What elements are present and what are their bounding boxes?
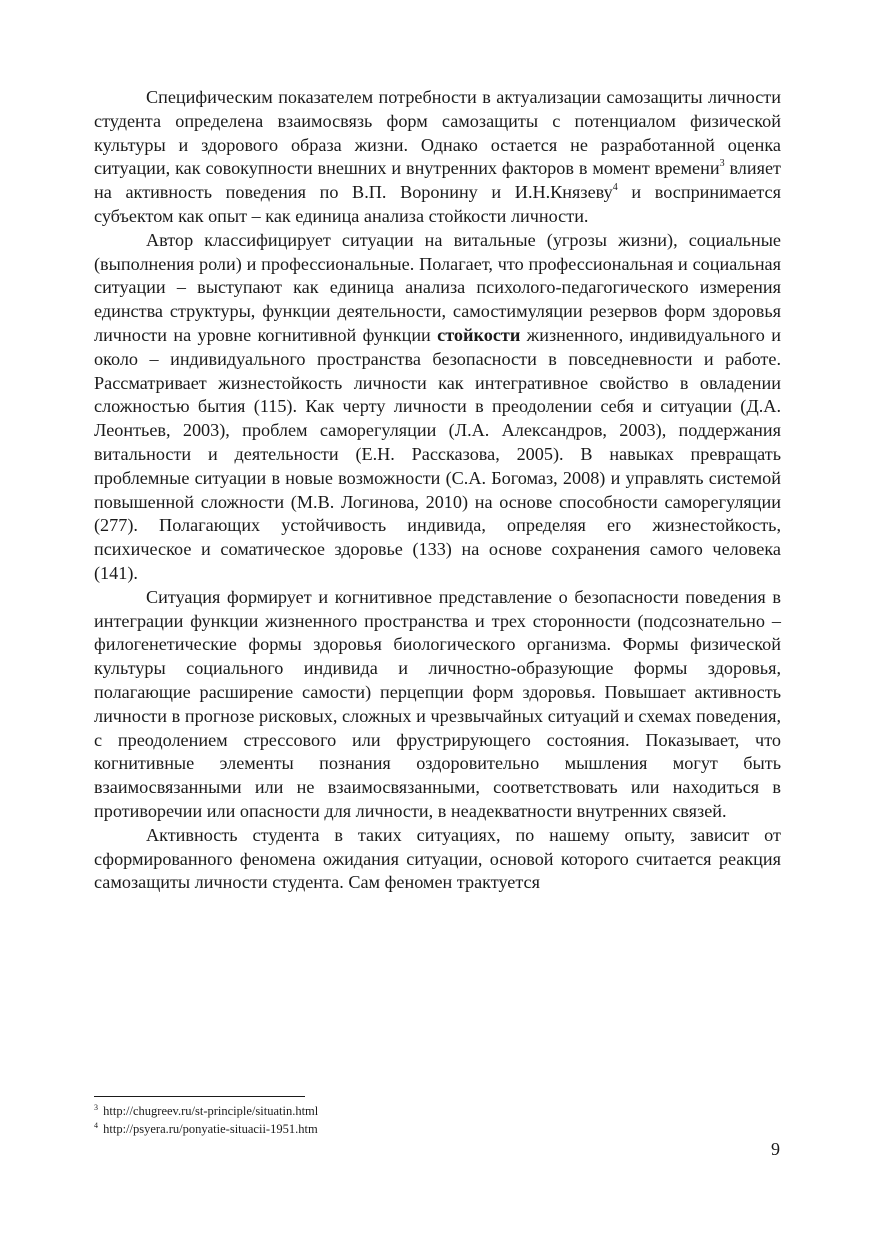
paragraph-2-text-b: жизненного, индивидуального и около – индивидуального пространства безопасности в повседневности и работе. Рассматривает жизнестойкость личности как интегративное свойство в овладении сложностью бытия (115). Как черту личности в преодолении себя и ситуации (Д.А. Леонтьев, 2003), проблем саморегуляции (Л.А. Александров, 2003), поддержания витальности и деятельности (Е.Н. Рассказова, 2005). В навыках превращать проблемные ситуации в новые возможности (С.А. Богомаз, 2008) и управлять системой повышенной сложности (М.В. Логинова, 2010) на основе способности саморегуляции (277). Полагающих устойчивость индивида, определяя его жизнестойкость, психическое и соматическое здоровье (133) на основе сохранения самого человека (141).	[94, 324, 781, 583]
footnote-3-link[interactable]: http://chugreev.ru/st-principle/situatin.html	[100, 1104, 319, 1118]
footnote-ref-3: 3	[719, 158, 725, 170]
paragraph-1-text-a: Специфическим показателем потребности в актуализации самозащиты личности студента определена взаимосвязь форм самозащиты с потенциалом физической культуры и здорового образа жизни. Однако остается не разработанной оценка ситуации, как совокупности внешних и внутренних факторов в момент времени	[94, 87, 781, 179]
body-text	[94, 86, 781, 895]
paragraph-4: Активность студента в таких ситуациях, по нашему опыту, зависит от сформированного феномена ожидания ситуации, основой которого считается реакция самозащиты личности студента. Сам феномен трактуется	[94, 824, 781, 893]
footnote-4	[94, 1120, 781, 1138]
paragraph-2	[94, 229, 781, 586]
footnote-3-number: 3	[94, 1103, 98, 1112]
page-number: 9	[771, 1139, 780, 1159]
paragraph-2-text-a: Автор классифицирует ситуации на витальные (угрозы жизни), социальные (выполнения роли) и профессиональные. Полагает, что профессиональная и социальная ситуации – выступают как единица анализа психолого-педагогического измерения единства структуры, функции деятельности, самостимуляции резервов форм здоровья личности на уровне когнитивной функции	[94, 229, 781, 345]
footnote-separator	[94, 1096, 305, 1097]
footnote-3	[94, 1102, 781, 1120]
paragraph-1-text-c: и воспринимается субъектом как опыт – как единица анализа стойкости личности.	[94, 182, 781, 226]
footnote-4-number: 4	[94, 1121, 98, 1130]
footnote-ref-4: 4	[612, 182, 618, 194]
paragraph-2-bold-term: стойкости	[437, 324, 521, 345]
paragraph-1	[94, 86, 781, 229]
paragraph-3: Ситуация формирует и когнитивное представление о безопасности поведения в интеграции функции жизненного пространства и трех сторонности (подсознательно – филогенетические формы здоровья биологического организма. Формы физической культуры социального индивида и личностно-образующие формы здоровья, полагающие расширение самости) перцепции форм здоровья. Повышает активность личности в прогнозе рисковых, сложных и чрезвычайных ситуаций и схемах поведения, с преодолением стрессового или фрустрирующего состояния. Показывает, что когнитивные элементы познания оздоровительно мышления могут быть взаимосвязанными или не взаимосвязанными, соответствовать или находиться в противоречии или опасности для личности, в неадекватности внутренних связей.	[94, 586, 781, 821]
footnote-4-link[interactable]: http://psyera.ru/ponyatie-situacii-1951.htm	[100, 1122, 318, 1136]
paragraph-1-text-b: влияет на активность поведения по В.П. Воронину и И.Н.Князеву	[94, 158, 782, 203]
footnotes	[94, 1102, 781, 1138]
